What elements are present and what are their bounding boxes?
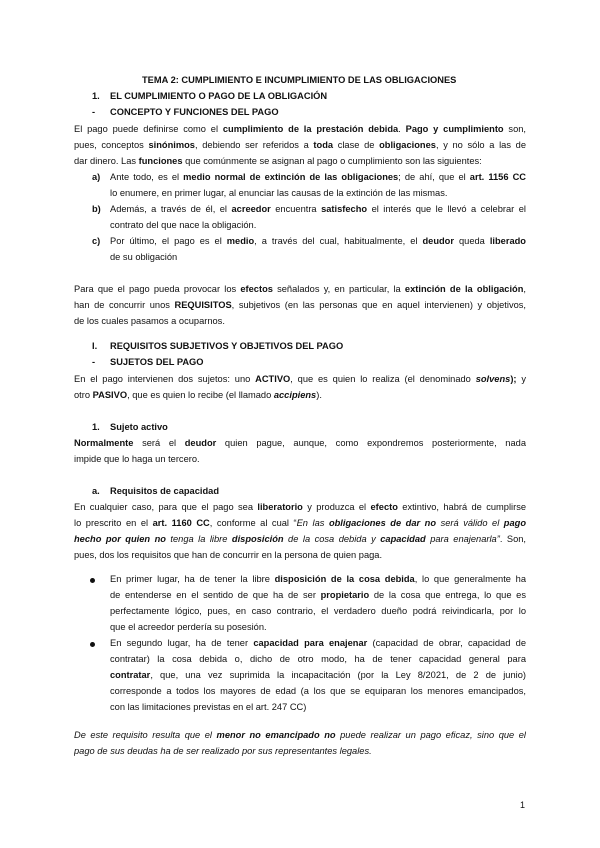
paragraph-5-line-1: En cualquier caso, para que el pago sea liberatorio y produzca el efecto extintivo, habrá de cumplirse	[74, 502, 526, 512]
list-marker-b: b)	[92, 204, 101, 214]
subsection-concepto-heading: CONCEPTO Y FUNCIONES DEL PAGO	[110, 107, 279, 117]
bullet-2-line-5: con las limitaciones previstas en el art. 247 CC)	[110, 702, 307, 712]
list-marker-c: c)	[92, 236, 101, 246]
section-1-heading: EL CUMPLIMIENTO O PAGO DE LA OBLIGACIÓN	[110, 91, 328, 101]
bullet-2-line-3: contratar, que, una vez suprimida la incapacitación (por la Ley 8/2021, de 2 de junio)	[110, 670, 526, 680]
bullet-1-line-3: perfectamente lógico, pues, en caso contrario, el verdadero dueño podrá reivindicarla, por lo	[110, 606, 526, 616]
bullet-dot-2	[90, 642, 95, 647]
sujeto-activo-number: 1.	[92, 422, 100, 432]
section-I-number: I.	[92, 341, 98, 351]
requisitos-number: a.	[92, 486, 100, 496]
subsection-marker: -	[92, 107, 96, 117]
bullet-2-line-2: contratar) la cosa debida o, dicho de otro modo, ha de tener capacidad general para	[110, 654, 526, 664]
bullet-2-line-4: corresponde a todos los mayores de edad (a los que se equiparan los menores emancipados,	[110, 686, 526, 696]
paragraph-2-line-1: Para que el pago pueda provocar los efectos señalados y, en particular, la extinción de la obligación,	[74, 284, 526, 294]
bullet-1-line-4: que el acreedor perdería su posesión.	[110, 622, 267, 632]
paragraph-3-line-2: otro PASIVO, que es quien lo recibe (el llamado accipiens).	[74, 390, 322, 400]
list-b-line-1: Además, a través de él, el acreedor encuentra satisfecho el interés que le llevó a celebrar el	[110, 204, 526, 214]
paragraph-3-line-1: En el pago intervienen dos sujetos: uno ACTIVO, que es quien lo realiza (el denominado solvens); y	[74, 374, 526, 384]
bullet-1-line-2: de entenderse en el sentido de que ha de ser propietario de la cosa que entrega, lo que es	[110, 590, 526, 600]
paragraph-6-line-2: pago de sus deudas ha de ser realizado por sus representantes legales.	[74, 746, 372, 756]
list-b-line-2: contrato del que nace la obligación.	[110, 220, 257, 230]
list-a-line-1: Ante todo, es el medio normal de extinción de las obligaciones; de ahí, que el art. 1156 CC	[110, 172, 526, 182]
paragraph-5-line-2: lo prescrito en el art. 1160 CC, conforme al cual “En las obligaciones de dar no será válido el pago	[74, 518, 526, 528]
paragraph-1-line-1: El pago puede definirse como el cumplimiento de la prestación debida. Pago y cumplimiento son,	[74, 124, 526, 134]
page-number: 1	[520, 800, 526, 810]
bullet-1-line-1: En primer lugar, ha de tener la libre disposición de la cosa debida, lo que generalmente ha	[110, 574, 526, 584]
paragraph-1-line-3: dar dinero. Las funciones que comúnmente se asignan al pago o cumplimiento son las siguientes:	[74, 156, 482, 166]
section-1-number: 1.	[92, 91, 100, 101]
list-marker-a: a)	[92, 172, 101, 182]
paragraph-5-line-4: pues, dos los requisitos que han de concurrir en la persona de quien paga.	[74, 550, 383, 560]
paragraph-1-line-2: pues, conceptos sinónimos, debiendo ser referidos a toda clase de obligaciones, y no sólo a las de	[74, 140, 526, 150]
subsection-marker-2: -	[92, 357, 96, 367]
list-a-line-2: lo enumere, en primer lugar, al enunciar las causas de la extinción de las mismas.	[110, 188, 448, 198]
list-c-line-2: de su obligación	[110, 252, 178, 262]
sujeto-activo-heading: Sujeto activo	[110, 422, 168, 432]
bullet-2-line-1: En segundo lugar, ha de tener capacidad para enajenar (capacidad de obrar, capacidad de	[110, 638, 526, 648]
document-title: TEMA 2: CUMPLIMIENTO E INCUMPLIMIENTO DE LAS OBLIGACIONES	[142, 75, 457, 85]
paragraph-5-line-3: hecho por quien no tenga la libre disposición de la cosa debida y capacidad para enajenarla”. Son,	[74, 534, 526, 544]
list-c-line-1: Por último, el pago es el medio, a través del cual, habitualmente, el deudor queda liberado	[110, 236, 526, 246]
paragraph-4-line-1: Normalmente será el deudor quien pague, aunque, como expondremos posteriormente, nada	[74, 438, 526, 448]
paragraph-6-line-1: De este requisito resulta que el menor no emancipado no puede realizar un pago eficaz, sino que el	[74, 730, 526, 740]
paragraph-2-line-3: de los cuales pasamos a ocuparnos.	[74, 316, 225, 326]
section-I-heading: REQUISITOS SUBJETIVOS Y OBJETIVOS DEL PAGO	[110, 341, 344, 351]
bullet-dot-1	[90, 578, 95, 583]
requisitos-heading: Requisitos de capacidad	[110, 486, 220, 496]
paragraph-2-line-2: han de concurrir unos REQUISITOS, subjetivos (en las personas que en aquel intervienen) y objetivos,	[74, 300, 526, 310]
subsection-sujetos-heading: SUJETOS DEL PAGO	[110, 357, 204, 367]
paragraph-4-line-2: impide que lo haga un tercero.	[74, 454, 200, 464]
